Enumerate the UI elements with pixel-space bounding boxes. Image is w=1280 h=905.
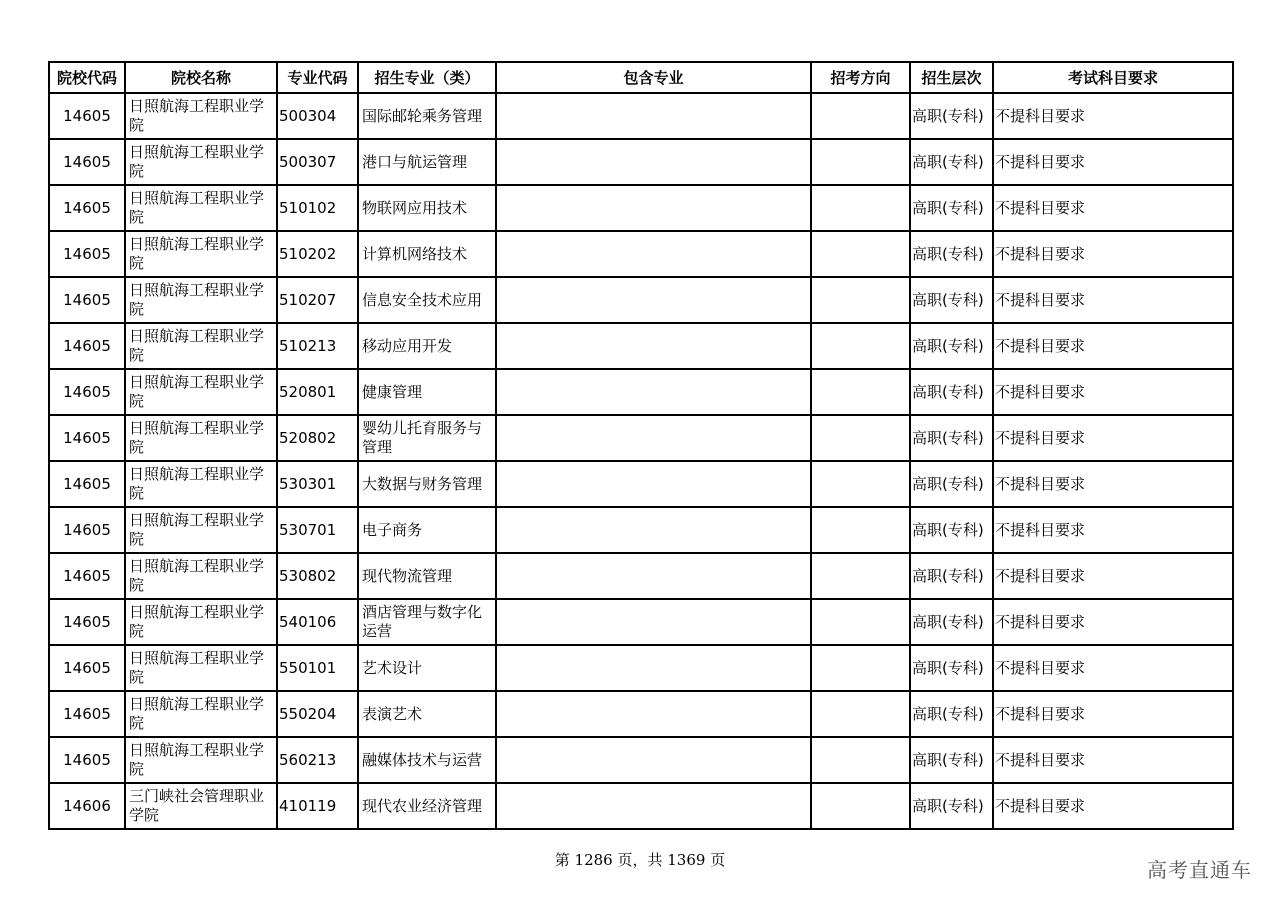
major-name-cell: 大数据与财务管理 xyxy=(358,461,496,507)
school-name-cell: 日照航海工程职业学院 xyxy=(125,599,277,645)
table-row xyxy=(49,369,1233,415)
school-code-cell: 14605 xyxy=(49,507,125,553)
column-header: 考试科目要求 xyxy=(993,62,1233,93)
included-majors-cell xyxy=(496,691,811,737)
school-code-cell: 14605 xyxy=(49,645,125,691)
major-name-cell: 港口与航运管理 xyxy=(358,139,496,185)
included-majors-cell xyxy=(496,737,811,783)
level-cell: 高职(专科) xyxy=(910,231,993,277)
requirement-cell: 不提科目要求 xyxy=(993,277,1233,323)
school-code-cell: 14605 xyxy=(49,277,125,323)
major-name-cell: 表演艺术 xyxy=(358,691,496,737)
school-code-cell: 14605 xyxy=(49,599,125,645)
column-header: 招生层次 xyxy=(910,62,993,93)
requirement-cell: 不提科目要求 xyxy=(993,369,1233,415)
school-code-cell: 14605 xyxy=(49,139,125,185)
included-majors-cell xyxy=(496,553,811,599)
school-name-cell: 日照航海工程职业学院 xyxy=(125,369,277,415)
column-header: 院校名称 xyxy=(125,62,277,93)
major-code-cell: 510202 xyxy=(277,231,358,277)
included-majors-cell xyxy=(496,323,811,369)
major-code-cell: 550204 xyxy=(277,691,358,737)
direction-cell xyxy=(811,783,910,829)
major-code-cell: 500304 xyxy=(277,93,358,139)
school-code-cell: 14605 xyxy=(49,369,125,415)
direction-cell xyxy=(811,231,910,277)
school-name-cell: 日照航海工程职业学院 xyxy=(125,185,277,231)
requirement-cell: 不提科目要求 xyxy=(993,93,1233,139)
level-cell: 高职(专科) xyxy=(910,139,993,185)
major-name-cell: 计算机网络技术 xyxy=(358,231,496,277)
school-code-cell: 14605 xyxy=(49,185,125,231)
school-code-cell: 14605 xyxy=(49,691,125,737)
major-code-cell: 560213 xyxy=(277,737,358,783)
table-row xyxy=(49,415,1233,461)
major-name-cell: 婴幼儿托育服务与管理 xyxy=(358,415,496,461)
major-name-cell: 融媒体技术与运营 xyxy=(358,737,496,783)
included-majors-cell xyxy=(496,185,811,231)
direction-cell xyxy=(811,185,910,231)
major-code-cell: 540106 xyxy=(277,599,358,645)
table-row xyxy=(49,783,1233,829)
column-header: 包含专业 xyxy=(496,62,811,93)
table-row xyxy=(49,461,1233,507)
requirement-cell: 不提科目要求 xyxy=(993,507,1233,553)
direction-cell xyxy=(811,599,910,645)
column-header: 院校代码 xyxy=(49,62,125,93)
major-name-cell: 信息安全技术应用 xyxy=(358,277,496,323)
requirement-cell: 不提科目要求 xyxy=(993,185,1233,231)
included-majors-cell xyxy=(496,645,811,691)
school-name-cell: 日照航海工程职业学院 xyxy=(125,323,277,369)
admissions-table xyxy=(48,61,1234,830)
direction-cell xyxy=(811,645,910,691)
included-majors-cell xyxy=(496,507,811,553)
included-majors-cell xyxy=(496,93,811,139)
school-name-cell: 日照航海工程职业学院 xyxy=(125,507,277,553)
school-name-cell: 日照航海工程职业学院 xyxy=(125,231,277,277)
column-header: 专业代码 xyxy=(277,62,358,93)
school-code-cell: 14606 xyxy=(49,783,125,829)
table-row xyxy=(49,323,1233,369)
major-code-cell: 500307 xyxy=(277,139,358,185)
major-name-cell: 移动应用开发 xyxy=(358,323,496,369)
school-name-cell: 日照航海工程职业学院 xyxy=(125,645,277,691)
school-name-cell: 三门峡社会管理职业学院 xyxy=(125,783,277,829)
major-code-cell: 520801 xyxy=(277,369,358,415)
direction-cell xyxy=(811,691,910,737)
school-name-cell: 日照航海工程职业学院 xyxy=(125,277,277,323)
header-row xyxy=(49,62,1233,93)
included-majors-cell xyxy=(496,415,811,461)
major-name-cell: 现代农业经济管理 xyxy=(358,783,496,829)
included-majors-cell xyxy=(496,231,811,277)
school-name-cell: 日照航海工程职业学院 xyxy=(125,139,277,185)
level-cell: 高职(专科) xyxy=(910,691,993,737)
direction-cell xyxy=(811,277,910,323)
school-name-cell: 日照航海工程职业学院 xyxy=(125,737,277,783)
direction-cell xyxy=(811,737,910,783)
school-code-cell: 14605 xyxy=(49,461,125,507)
table-row xyxy=(49,507,1233,553)
included-majors-cell xyxy=(496,277,811,323)
direction-cell xyxy=(811,139,910,185)
major-code-cell: 520802 xyxy=(277,415,358,461)
table-header xyxy=(49,62,1233,93)
school-code-cell: 14605 xyxy=(49,737,125,783)
included-majors-cell xyxy=(496,783,811,829)
school-code-cell: 14605 xyxy=(49,93,125,139)
level-cell: 高职(专科) xyxy=(910,93,993,139)
major-code-cell: 510213 xyxy=(277,323,358,369)
level-cell: 高职(专科) xyxy=(910,599,993,645)
level-cell: 高职(专科) xyxy=(910,461,993,507)
major-name-cell: 艺术设计 xyxy=(358,645,496,691)
included-majors-cell xyxy=(496,139,811,185)
major-code-cell: 530802 xyxy=(277,553,358,599)
table-row xyxy=(49,277,1233,323)
level-cell: 高职(专科) xyxy=(910,369,993,415)
table-row xyxy=(49,139,1233,185)
level-cell: 高职(专科) xyxy=(910,645,993,691)
included-majors-cell xyxy=(496,599,811,645)
direction-cell xyxy=(811,507,910,553)
requirement-cell: 不提科目要求 xyxy=(993,231,1233,277)
major-code-cell: 410119 xyxy=(277,783,358,829)
level-cell: 高职(专科) xyxy=(910,783,993,829)
direction-cell xyxy=(811,323,910,369)
major-code-cell: 530701 xyxy=(277,507,358,553)
major-name-cell: 物联网应用技术 xyxy=(358,185,496,231)
level-cell: 高职(专科) xyxy=(910,553,993,599)
table-row xyxy=(49,553,1233,599)
level-cell: 高职(专科) xyxy=(910,415,993,461)
table-row xyxy=(49,691,1233,737)
requirement-cell: 不提科目要求 xyxy=(993,599,1233,645)
school-code-cell: 14605 xyxy=(49,415,125,461)
major-code-cell: 510207 xyxy=(277,277,358,323)
table-row xyxy=(49,185,1233,231)
table-row xyxy=(49,645,1233,691)
school-name-cell: 日照航海工程职业学院 xyxy=(125,691,277,737)
major-name-cell: 酒店管理与数字化运营 xyxy=(358,599,496,645)
major-name-cell: 国际邮轮乘务管理 xyxy=(358,93,496,139)
level-cell: 高职(专科) xyxy=(910,185,993,231)
direction-cell xyxy=(811,461,910,507)
requirement-cell: 不提科目要求 xyxy=(993,323,1233,369)
requirement-cell: 不提科目要求 xyxy=(993,737,1233,783)
page-number-footer: 第 1286 页，共 1369 页 xyxy=(554,851,726,869)
school-code-cell: 14605 xyxy=(49,231,125,277)
requirement-cell: 不提科目要求 xyxy=(993,645,1233,691)
direction-cell xyxy=(811,553,910,599)
table-body xyxy=(49,93,1233,829)
level-cell: 高职(专科) xyxy=(910,507,993,553)
major-code-cell: 550101 xyxy=(277,645,358,691)
requirement-cell: 不提科目要求 xyxy=(993,139,1233,185)
requirement-cell: 不提科目要求 xyxy=(993,461,1233,507)
watermark-logo-text: 高考直通车 xyxy=(1147,858,1252,882)
column-header: 招生专业（类） xyxy=(358,62,496,93)
included-majors-cell xyxy=(496,461,811,507)
table-row xyxy=(49,599,1233,645)
level-cell: 高职(专科) xyxy=(910,323,993,369)
school-code-cell: 14605 xyxy=(49,323,125,369)
school-code-cell: 14605 xyxy=(49,553,125,599)
requirement-cell: 不提科目要求 xyxy=(993,783,1233,829)
school-name-cell: 日照航海工程职业学院 xyxy=(125,553,277,599)
level-cell: 高职(专科) xyxy=(910,277,993,323)
direction-cell xyxy=(811,369,910,415)
school-name-cell: 日照航海工程职业学院 xyxy=(125,93,277,139)
table-row xyxy=(49,737,1233,783)
table-row xyxy=(49,93,1233,139)
major-name-cell: 健康管理 xyxy=(358,369,496,415)
included-majors-cell xyxy=(496,369,811,415)
level-cell: 高职(专科) xyxy=(910,737,993,783)
table-row xyxy=(49,231,1233,277)
direction-cell xyxy=(811,93,910,139)
major-code-cell: 530301 xyxy=(277,461,358,507)
school-name-cell: 日照航海工程职业学院 xyxy=(125,461,277,507)
major-name-cell: 现代物流管理 xyxy=(358,553,496,599)
requirement-cell: 不提科目要求 xyxy=(993,691,1233,737)
direction-cell xyxy=(811,415,910,461)
column-header: 招考方向 xyxy=(811,62,910,93)
major-code-cell: 510102 xyxy=(277,185,358,231)
major-name-cell: 电子商务 xyxy=(358,507,496,553)
school-name-cell: 日照航海工程职业学院 xyxy=(125,415,277,461)
requirement-cell: 不提科目要求 xyxy=(993,553,1233,599)
admissions-table-container xyxy=(48,61,1232,830)
requirement-cell: 不提科目要求 xyxy=(993,415,1233,461)
